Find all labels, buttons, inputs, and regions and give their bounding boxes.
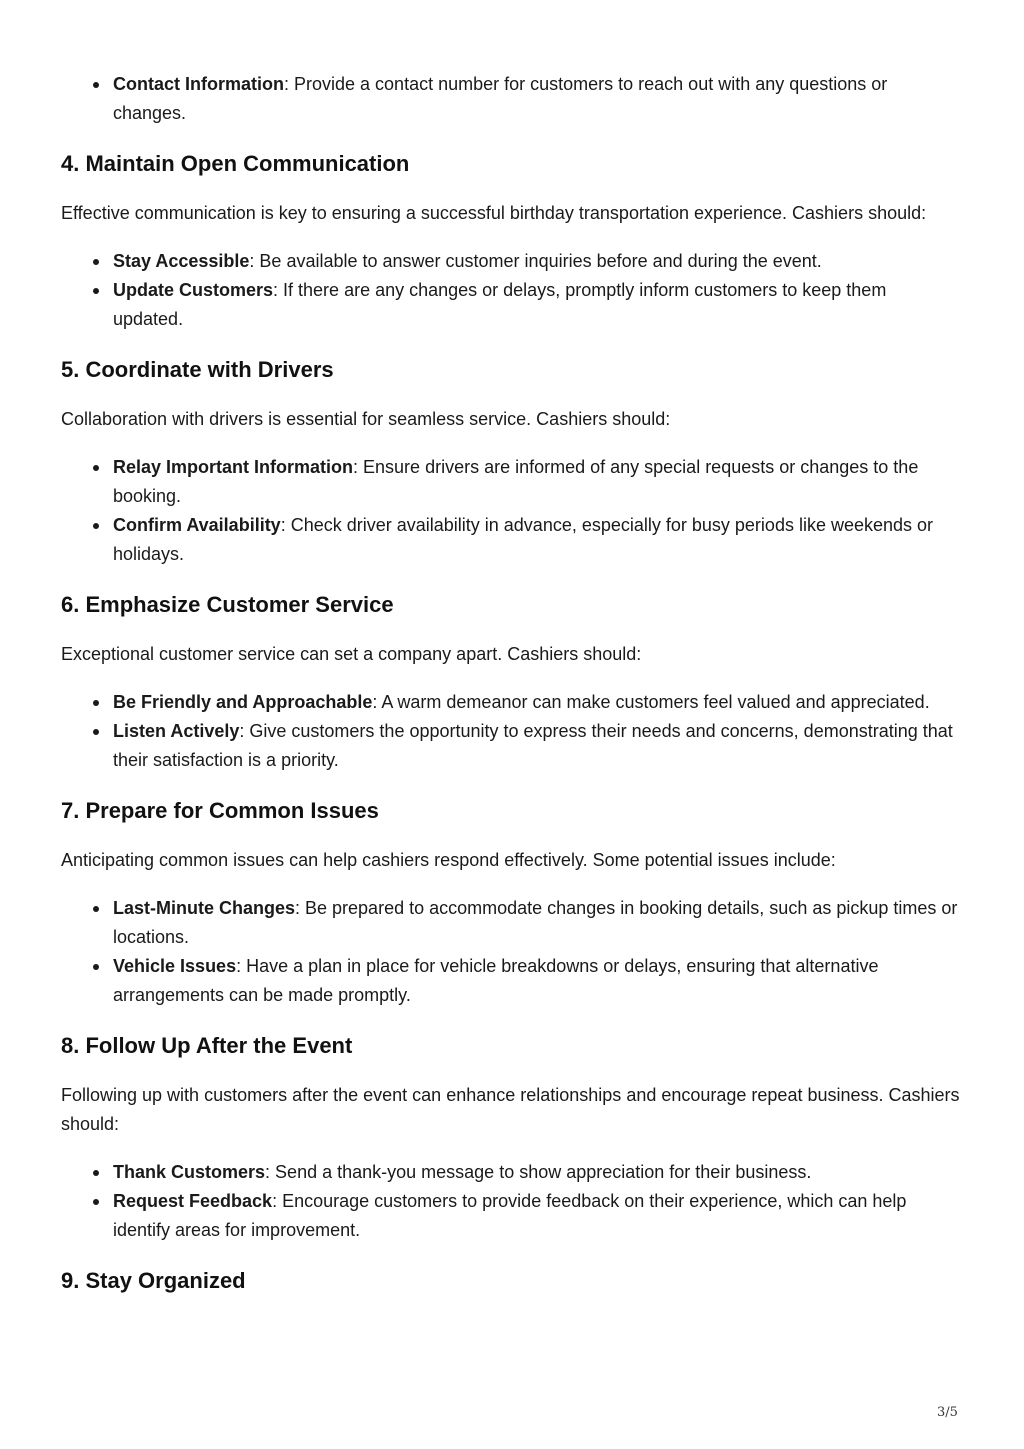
item-text: : Have a plan in place for vehicle breakdowns or delays, ensuring that alternative arrangements can be made promptly. (113, 956, 879, 1005)
list-item (113, 688, 961, 717)
item-term: Thank Customers (113, 1162, 266, 1182)
item-text: : Encourage customers to provide feedback on their experience, which can help identify areas for improvement. (113, 1191, 907, 1240)
item-term: Listen Actively (113, 721, 240, 741)
section-heading: 6. Emphasize Customer Service (61, 592, 394, 617)
list-item (113, 952, 961, 1010)
document-page (61, 70, 961, 1295)
section-heading: 9. Stay Organized (61, 1268, 246, 1293)
item-text: : Be prepared to accommodate changes in booking details, such as pickup times or locations. (113, 898, 958, 947)
item-term: Stay Accessible (113, 251, 250, 271)
list-item (113, 894, 961, 952)
list-item (113, 453, 961, 511)
list-item (113, 717, 961, 775)
section-list (61, 247, 961, 334)
item-text: : Check driver availability in advance, especially for busy periods like weekends or holidays. (113, 515, 934, 564)
section-intro: Effective communication is key to ensuring a successful birthday transportation experience. Cashiers should: (61, 203, 927, 223)
page-number: 3/5 (937, 1405, 958, 1420)
section-intro: Collaboration with drivers is essential for seamless service. Cashiers should: (61, 409, 671, 429)
section-list (61, 688, 961, 775)
section-heading: 4. Maintain Open Communication (61, 151, 410, 176)
section-intro: Anticipating common issues can help cashiers respond effectively. Some potential issues include: (61, 850, 836, 870)
item-term: Confirm Availability (113, 515, 281, 535)
carryover-list (61, 70, 961, 128)
section-emphasize-customer-service (61, 591, 961, 775)
list-item (113, 511, 961, 569)
list-item (113, 276, 961, 334)
item-text: : A warm demeanor can make customers feel valued and appreciated. (372, 692, 930, 712)
list-item (113, 247, 961, 276)
section-list (61, 453, 961, 569)
item-term: Contact Information (113, 74, 284, 94)
section-heading: 5. Coordinate with Drivers (61, 357, 334, 382)
section-heading: 7. Prepare for Common Issues (61, 798, 379, 823)
item-text: : Send a thank-you message to show appreciation for their business. (265, 1162, 812, 1182)
list-item (113, 1187, 961, 1245)
section-stay-organized (61, 1267, 961, 1295)
item-term: Request Feedback (113, 1191, 273, 1211)
section-coordinate-with-drivers (61, 356, 961, 569)
item-term: Vehicle Issues (113, 956, 237, 976)
section-prepare-for-common-issues (61, 797, 961, 1010)
item-term: Update Customers (113, 280, 274, 300)
section-maintain-open-communication (61, 150, 961, 334)
item-text: : If there are any changes or delays, promptly inform customers to keep them updated. (113, 280, 887, 329)
section-intro: Following up with customers after the event can enhance relationships and encourage repeat business. Cashiers should: (61, 1085, 960, 1134)
item-text: : Ensure drivers are informed of any special requests or changes to the booking. (113, 457, 919, 506)
item-text: : Give customers the opportunity to express their needs and concerns, demonstrating that their satisfaction is a priority. (113, 721, 953, 770)
list-item (113, 1158, 961, 1187)
section-follow-up-after-event (61, 1032, 961, 1245)
section-list (61, 894, 961, 1010)
section-heading: 8. Follow Up After the Event (61, 1033, 353, 1058)
section-list (61, 1158, 961, 1245)
section-intro: Exceptional customer service can set a company apart. Cashiers should: (61, 644, 642, 664)
item-text: : Provide a contact number for customers to reach out with any questions or changes. (113, 74, 888, 123)
item-term: Last-Minute Changes (113, 898, 296, 918)
item-term: Relay Important Information (113, 457, 354, 477)
item-term: Be Friendly and Approachable (113, 692, 373, 712)
list-item (113, 70, 961, 128)
item-text: : Be available to answer customer inquiries before and during the event. (249, 251, 822, 271)
